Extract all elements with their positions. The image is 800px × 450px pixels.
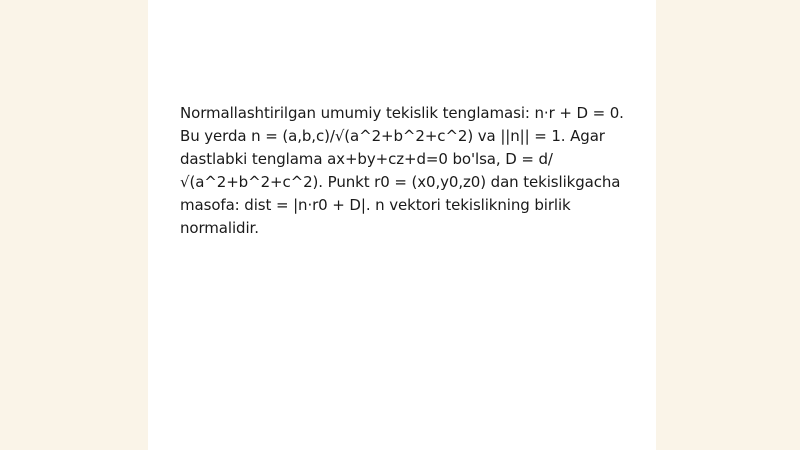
body-paragraph: Normallashtirilgan umumiy tekislik tenglamasi: n·r + D = 0. Bu yerda n = (a,b,c)/√(a^2+b^2+c^2) va ||n|| = 1. Agar dastlabki tenglama ax+by+cz+d=0 bo'lsa, D = d/√(a^2+b^2+c^2). Punkt r0 = (x0,y0,z0) dan tekislikgacha masofa: dist = |n·r0 + D|. n vektori tekislikning birlik normalidir. bbox=[180, 104, 624, 237]
document-page bbox=[148, 0, 656, 450]
